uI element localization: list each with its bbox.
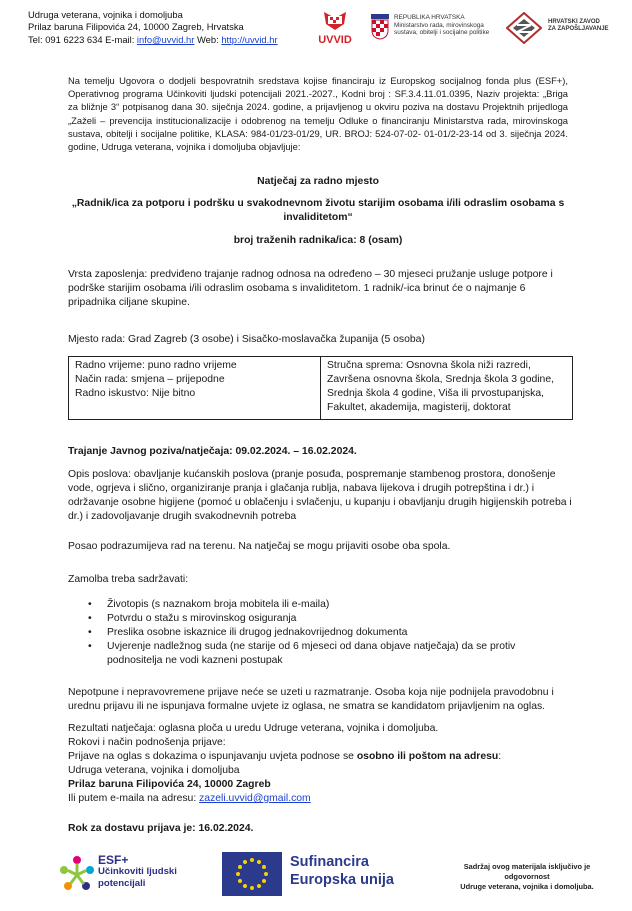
title-block [68,175,568,248]
hzz-emblem-icon [506,12,542,44]
page-title: Natječaj za radno mjesto [257,176,379,187]
education-level: Stručna sprema: Osnovna škola niži razredi, Završena osnovna škola, Srednja škola 3 godine, Srednja škola 4 godine, Viša ili prvostupanjska, Fakultet, akademija, magisterij, doktorat [327,360,555,413]
ministry-line-3: sustava, obitelji i socijalne politike [394,29,490,37]
list-item: • Uvjerenje nadležnog suda (ne starije od 6 mjeseci od dana objave natječaja) da se protiv podnositelja ne vodi kazneni postupak [88,640,558,668]
job-info-left-cell [69,357,321,419]
org-email-link[interactable]: info@uvvid.hr [136,33,195,45]
ministry-logo [370,12,498,46]
employment-type: Vrsta zaposlenja: predviđeno trajanje radnog odnosa na određeno – 30 mjeseci pružanje usluge potpore i podrške starijim osobama i/ili odraslim osobama s invaliditetom. 1 radnik/-ica brinut će o najmanje 6 pripadnika ciljane skupine. [68,269,553,308]
submission-org: Udruga veterana, vojnika i domoljuba [68,765,240,776]
uvvid-logo [314,10,356,48]
org-header [28,9,278,46]
submission-email-line: Ili putem e-maila na adresu: zazeli.uvvid@gmail.com [68,793,311,804]
eu-cofinancing-label [290,853,394,889]
uvvid-emblem-icon [314,10,356,48]
hzz-line-2: ZA ZAPOŠLJAVANJE [548,26,609,33]
esf-subtitle-2: potencijali [98,878,146,889]
croatian-coat-of-arms-icon [370,14,390,40]
job-info-table [68,356,573,420]
esf-subtitle-1: Učinkoviti ljudski [98,866,177,877]
submission-address: Prilaz baruna Filipovića 24, 10000 Zagreb [68,779,271,790]
uvvid-logo-text: UVVID [318,34,352,46]
submission-instructions: Prijave na oglas s dokazima o ispunjavanju uvjeta podnose se osobno ili poštom na adresu: [68,751,502,762]
org-address: Prilaz baruna Filipovića 24, 10000 Zagreb, Hrvatska [28,21,244,33]
application-deadline: Rok za dostavu prijava je: 16.02.2024. [68,823,254,834]
esf-title: ESF+ [98,853,129,867]
eu-flag-icon [222,852,282,898]
intro-paragraph: Na temelju Ugovora o dodjeli bespovratnih sredstava kojise financiraju iz Europskog socijalnog fonda plus (ESF+), Operativnog programa Učinkoviti ljudski potencijali 2021.-2027., Kodni broj : SF.3.4.11.01.0395, Naziv projekta: „Briga za bližnje 3“ potpisanog dana 30. siječnja 2024. godine, a prijavljenog u okviru poziva na dostavu Projektnih prijedloga „Zaželi – prevencija institucionalizacije i odobrenog na temelju Odluke o financiranju Ministarstva rada, mirovinskoga sustava, obitelji i socijalne politike, KLASA: 984-01/23-01/29, UR. BROJ: 524-07-02- 01-01/2-23-14 od 3. siječnja 2024. godine, Udruga veterana, vojnika i domoljuba objavljuje: [68,75,568,153]
fieldwork-note: Posao podrazumijeva rad na terenu. Na natječaj se mogu prijaviti osobe oba spola. [68,541,451,552]
work-experience: Radno iskustvo: Nije bitno [75,388,196,399]
hzz-line-1: HRVATSKI ZAVOD [548,19,600,25]
ministry-line-2: Ministarstvo rada, mirovinskoga [394,21,484,29]
submission-method: osobno ili poštom na adresu [356,751,499,762]
position-title: „Radnik/ica za potporu i podršku u svakodnevnom životu starijim osobama i/ili odraslim osobama s invaliditetom“ [71,198,565,223]
org-name: Udruga veterana, vojnika i domoljuba [28,9,183,20]
esf-logo [58,852,208,898]
ministry-line-1: REPUBLIKA HRVATSKA [394,14,465,21]
results-info: Rezultati natječaja: oglasna ploča u uredu Udruge veterana, vojnika i domoljuba. [68,723,439,734]
workers-count: broj traženih radnika/ica: 8 (osam) [233,235,403,246]
esf-figures-icon [58,854,96,896]
list-item: • Potvrdu o stažu s mirovinskog osiguranja [88,612,558,626]
footer-disclaimer: Sadržaj ovog materijala isključivo je odgovornost Udruge veterana, vojnika i domoljuba. [460,862,594,891]
list-item: • Preslika osobne iskaznice ili drugog jednakovrijednog dokumenta [88,626,558,640]
eu-stars-icon [222,852,282,896]
application-requirements-heading: Zamolba treba sadržavati: [68,574,189,585]
incomplete-applications-note: Nepotpune i nepravovremene prijave neće se uzeti u razmatranje. Osoba koja nije podnijela pravodobnu i urednu prijavu ili ne ispunjava formalne uvjete iz oglasa, ne smatra se kandidatom prijavljenim na oglas. [68,687,554,712]
submission-info [68,722,572,806]
list-item: • Životopis (s naznakom broja mobitela ili e-maila) [88,598,558,612]
work-mode: Način rada: smjena – prijepodne [75,374,225,385]
deadlines-heading: Rokovi i način podnošenja prijave: [68,737,226,748]
submission-email-link[interactable]: zazeli.uvvid@gmail.com [199,793,311,804]
eu-line-2: Europska unija [290,872,394,888]
org-contact-line [28,34,278,46]
work-location: Mjesto rada: Grad Zagreb (3 osobe) i Sisačko-moslavačka županija (5 osoba) [68,334,425,345]
call-duration: Trajanje Javnog poziva/natječaja: 09.02.2024. – 16.02.2024. [68,446,357,457]
org-web-link[interactable]: http://uvvid.hr [221,33,278,45]
hzz-logo [506,12,616,44]
web-label: Web: [194,33,222,45]
application-requirements-list [88,598,558,668]
eu-line-1: Sufinancira [290,854,369,870]
tel-label: Tel: 091 6223 634 E-mail: [28,33,137,45]
working-hours: Radno vrijeme: puno radno vrijeme [75,360,237,371]
job-description: Opis poslova: obavljanje kućanskih poslova (pranje posuđa, pospremanje stambenog prostora, donošenje vode, ogrjeva i slično, organiziranje pranja i glačanja rublja, nabava lijekova i drugih potrepština i dr.) i održavanje osobne higijene (pomoć u oblačenju i svlačenju, u kupanju i obavljanju drugih higijenskih potreba i dr.) i zadovoljavanje drugih svakodnevnih potreba [68,469,572,522]
